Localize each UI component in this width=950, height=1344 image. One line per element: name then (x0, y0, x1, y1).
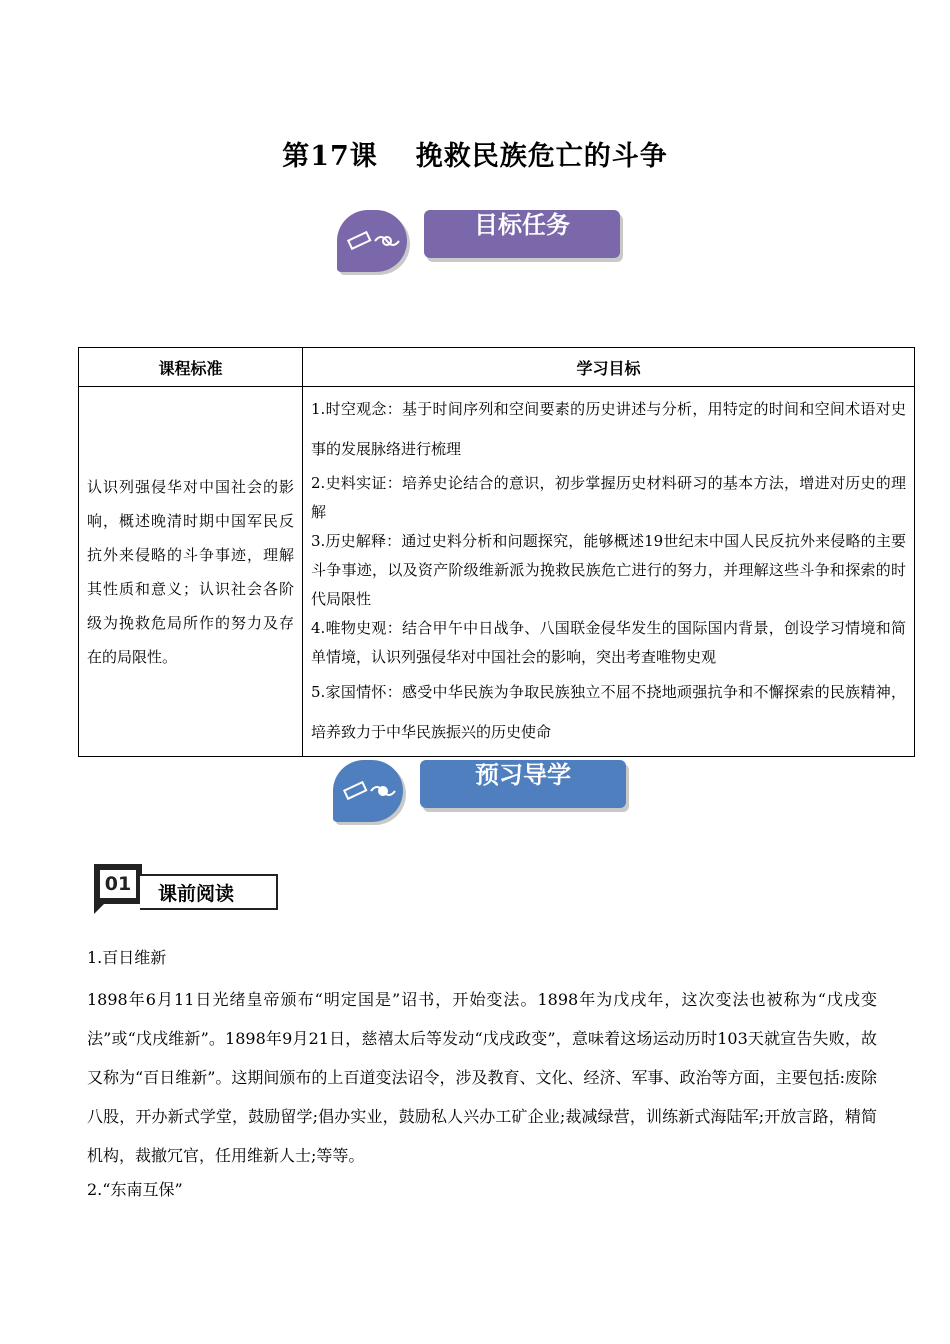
objective-item: 2.史料实证：培养史论结合的意识，初步掌握历史材料研习的基本方法，增进对历史的理解 (311, 474, 906, 521)
pencil-icon (343, 778, 397, 804)
preview-banner-drop (333, 760, 403, 822)
section-number: 01 (100, 870, 136, 898)
standard-cell: 认识列强侵华对中国社会的影响，概述晚清时期中国军民反抗外来侵略的斗争事迹，理解其性质和意义；认识社会各阶级为挽救危局所作的努力及存在的局限性。 (79, 387, 303, 757)
objective-item: 5.家国情怀：感受中华民族为争取民族独立不屈不挠地顽强抗争和不懈探索的民族精神，培养致力于中华民族振兴的历史使命 (311, 683, 906, 741)
objective-item: 4.唯物史观：结合甲午中日战争、八国联金侵华发生的国际国内背景，创设学习情境和简单情境，认识列强侵华对中国社会的影响，突出考查唯物史观 (311, 619, 906, 666)
preview-banner-label: 预习导学 (420, 760, 626, 808)
section-badge (94, 864, 284, 914)
goals-banner-label: 目标任务 (424, 210, 620, 258)
header-standard: 课程标准 (79, 348, 303, 387)
lesson-number: 第17课 (282, 141, 378, 172)
lesson-topic: 挽救民族危亡的斗争 (415, 141, 668, 172)
reading-heading-2: 2.“东南互保” (87, 1180, 183, 1199)
reading-heading-1: 1.百日维新 (87, 948, 167, 967)
goals-banner-drop (337, 210, 407, 272)
objective-item: 3.历史解释：通过史料分析和问题探究，能够概述19世纪末中国人民反抗外来侵略的主要斗争事迹，以及资产阶级维新派为挽救民族危亡进行的努力，并理解这些斗争和探索的时代局限性 (311, 532, 906, 608)
section-label: 课前阅读 (140, 874, 278, 910)
section-number-box (94, 864, 142, 904)
pencil-icon (347, 228, 401, 254)
objectives-cell (303, 387, 915, 757)
goals-table (78, 347, 915, 757)
objective-item: 1.时空观念：基于时间序列和空间要素的历史讲述与分析，用特定的时间和空间术语对史事的发展脉络进行梳理 (311, 400, 906, 458)
page-title (0, 134, 950, 173)
reading-paragraph-1: 1898年6月11日光绪皇帝颁布“明定国是”诏书，开始变法。1898年为戊戌年，这次变法也被称为“戊戌变法”或“戊戌维新”。1898年9月21日，慈禧太后等发动“戊戌政变”，意味着这场运动历时103天就宣告失败，故又称为“百日维新”。这期间颁布的上百道变法诏令，涉及教育、文化、经济、军事、政治等方面，主要包括:废除八股，开办新式学堂，鼓励留学;倡办实业，鼓励私人兴办工矿企业;裁减绿营，训练新式海陆军;开放言路，精简机构，裁撤冗官，任用维新人士;等等。 (87, 990, 877, 1165)
header-objectives: 学习目标 (303, 348, 915, 387)
